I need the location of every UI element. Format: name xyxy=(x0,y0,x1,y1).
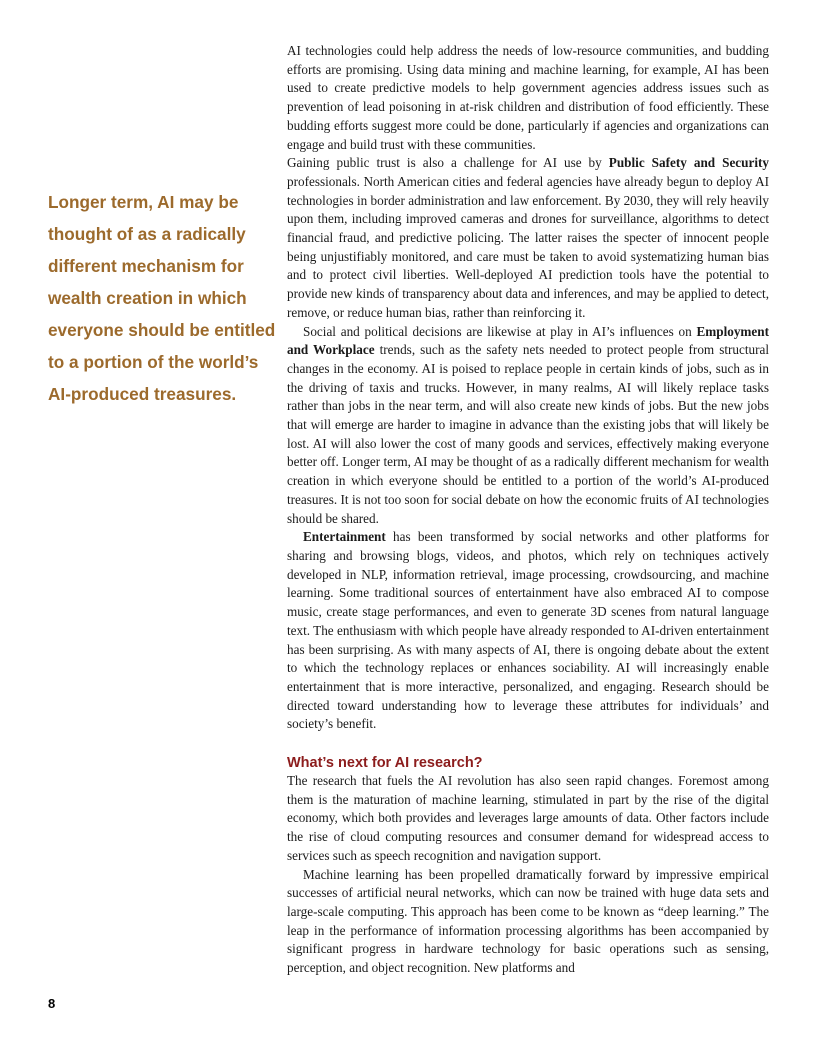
paragraph-entertainment xyxy=(287,528,769,734)
section-heading: What’s next for AI research? xyxy=(287,755,483,772)
paragraph-machine-learning: Machine learning has been propelled dramatically forward by impressive empirical successes of artificial neural networks, which can now be trained with huge data sets and large-scale computing. This approach has been come to be known as “deep learning.” The leap in the performance of information processing algorithms has been accompanied by significant progress in hardware technology for basic operations such as sensing, perception, and object recognition. New platforms and xyxy=(287,866,769,976)
main-text-column xyxy=(287,42,769,978)
paragraph-employment-body: trends, such as the safety nets needed to protect people from structural changes in the economy. AI is poised to replace people in certain kinds of jobs, such as in the driving of taxis and trucks. However, in many realms, AI will likely replace tasks rather than jobs in the near term, and will also create new kinds of jobs. But the new jobs that will emerge are harder to imagine in advance than the existing jobs that will likely be lost. AI will also lower the cost of many goods and services, effectively making everyone better off. Longer term, AI may be thought of as a radically different mechanism for wealth creation in which everyone should be entitled to a portion of the world’s AI-produced treasures. It is not too soon for social debate on how the economic fruits of AI technologies should be shared. xyxy=(287,342,769,526)
paragraph-research: The research that fuels the AI revolution has also seen rapid changes. Foremost among them is the maturation of machine learning, stimulated in part by the rise of the digital economy, which both provides and leverages large amounts of data. Other factors include the rise of cloud computing resources and consumer demand for widespread access to services such as speech recognition and navigation support. xyxy=(287,773,769,863)
public-safety-term: Public Safety and Security xyxy=(608,155,770,171)
paragraph-public-safety xyxy=(287,154,769,322)
paragraph-entertainment-body: has been transformed by social networks and other platforms for sharing and browsing blogs, videos, and photos, which rely on techniques actively developed in NLP, information retrieval, image processing, crowdsourcing, and machine learning. Some traditional sources of entertainment have also embraced AI to compose music, create stage performances, and even to generate 3D scenes from natural language text. The enthusiasm with which people have already responded to AI-driven entertainment has been surprising. As with many aspects of AI, there is ongoing debate about the extent to which the technology replaces or enhances sociability. AI will increasingly enable entertainment that is more interactive, personalized, and engaging. Research should be directed toward understanding how to leverage these attributes for individuals’ and society’s benefit. xyxy=(287,529,769,732)
paragraph-public-safety-lead: Gaining public trust is also a challenge for AI use by xyxy=(287,155,609,171)
paragraph-employment xyxy=(287,323,769,529)
paragraph-public-safety-body: professionals. North American cities and federal agencies have already begun to deploy AI technologies in border administration and law enforcement. By 2030, they will rely heavily upon them, including improved cameras and drones for surveillance, algorithms to detect financial fraud, and predictive policing. The latter raises the specter of innocent people being unjustifiably monitored, and care must be taken to avoid systematizing human bias and to protect civil liberties. Well-deployed AI prediction tools have the potential to provide new kinds of transparency about data and inferences, and may be applied to detect, remove, or reduce human bias, rather than reinforcing it. xyxy=(287,173,769,320)
page-number: 8 xyxy=(48,996,56,1011)
employment-term: Employment and Workplace xyxy=(287,323,769,358)
pull-quote: Longer term, AI may be thought of as a radically different mechanism for wealth creation in which everyone should be entitled to a portion of the world’s AI-produced treasures. xyxy=(48,192,276,404)
entertainment-term: Entertainment xyxy=(303,529,386,545)
paragraph-low-resource: AI technologies could help address the needs of low-resource communities, and budding efforts are promising. Using data mining and machine learning, for example, AI has been used to create predictive models to help government agencies address issues such as prevention of lead poisoning in at-risk children and distribution of food efficiently. These budding efforts suggest more could be done, particularly if agencies and organizations can engage and build trust with these communities. xyxy=(287,43,769,152)
paragraph-employment-lead: Social and political decisions are likewise at play in AI’s influences on xyxy=(303,323,697,339)
